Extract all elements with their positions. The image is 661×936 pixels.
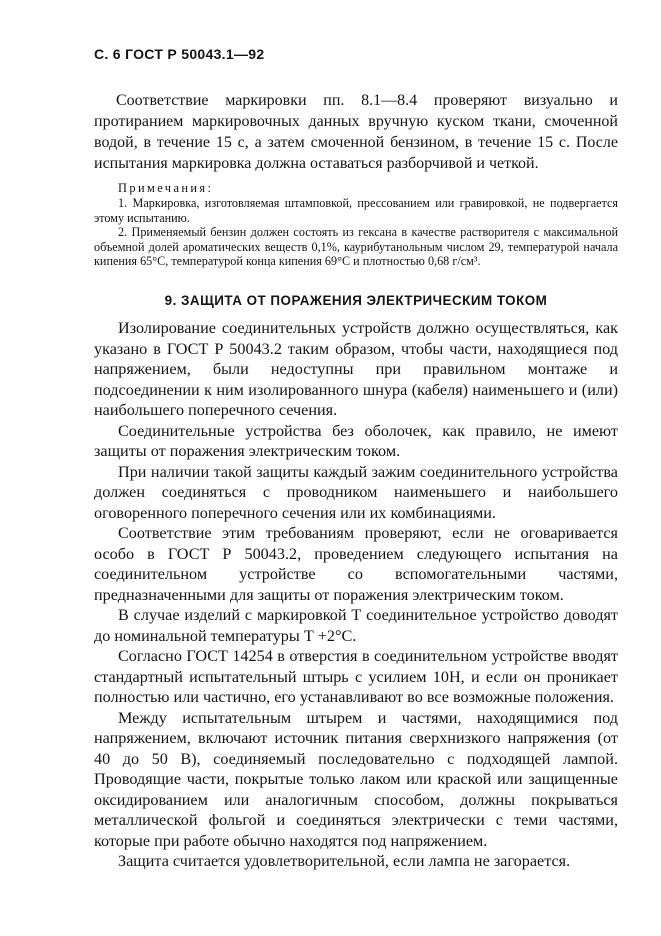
section-paragraph: Между испытательным штырем и частями, находящимися под напряжением, включают источник питания сверхнизкого напряжения (от 40 до 50 В), соединяемый последовательно с подходящей лампой. Проводящие части, покрытые только лаком или краской или защищенные оксидированием или аналогичным способом, должны покрываться металлической фольгой и соединяться электрически с теми частями, которые при работе обычно находятся под напряжением. [94, 708, 618, 850]
section-paragraph: В случае изделий с маркировкой Т соединительное устройство доводят до номинальной температуры Т +2°С. [94, 606, 618, 645]
section-paragraph: Согласно ГОСТ 14254 в отверстия в соединительном устройстве вводят стандартный испытательный штырь с усилием 10Н, и если он проникает полностью или частично, его устанавливают во все возможные положения. [94, 647, 618, 706]
section-paragraph: Изолирование соединительных устройств должно осуществляться, как указано в ГОСТ Р 50043.2 таким образом, чтобы части, находящиеся под напряжением, были недоступны при правильном монтаже и подсоединении к ним изолированного шнура (кабеля) наименьшего и (или) наибольшего поперечного сечения. [94, 319, 618, 419]
section-body [94, 318, 618, 872]
note-item: 2. Применяемый бензин должен состоять из гексана в качестве растворителя с максимальной объемной долей ароматических веществ 0,1%, каурибутанольным числом 29, температурой начала кипения 65°C, температурой конца кипения 69°C и плотностью 0,68 г/см³. [94, 225, 618, 268]
section-paragraph: Соответствие этим требованиям проверяют, если не оговаривается особо в ГОСТ Р 50043.2, проведением следующего испытания на соединительном устройстве со вспомогательными частями, предназначенными для защиты от поражения электрическим током. [94, 524, 618, 604]
section-paragraph: Защита считается удовлетворительной, если лампа не загорается. [118, 852, 571, 870]
section-paragraph: Соединительные устройства без оболочек, как правило, не имеют защиты от поражения электрическим током. [94, 421, 618, 460]
marking-test-paragraph: Соответствие маркировки пп. 8.1—8.4 проверяют визуально и протиранием маркировочных данных вручную куском ткани, смоченной водой, в течение 15 с, а затем смоченной бензином, в течение 15 с. После испытания маркировка должна оставаться разборчивой и четкой. [94, 92, 618, 172]
section-paragraph: При наличии такой защиты каждый зажим соединительного устройства должен соединяться с проводником наименьшего и наибольшего оговоренного поперечного сечения или их комбинациями. [94, 462, 618, 522]
page-header: С. 6 ГОСТ Р 50043.1—92 [94, 46, 265, 62]
note-item: 1. Маркировка, изготовляемая штамповкой, прессованием или гравировкой, не подвергается этому испытанию. [94, 196, 618, 225]
section-title: 9. ЗАЩИТА ОТ ПОРАЖЕНИЯ ЭЛЕКТРИЧЕСКИМ ТОКОМ [164, 293, 548, 308]
notes-heading: Примечания: [118, 181, 214, 195]
